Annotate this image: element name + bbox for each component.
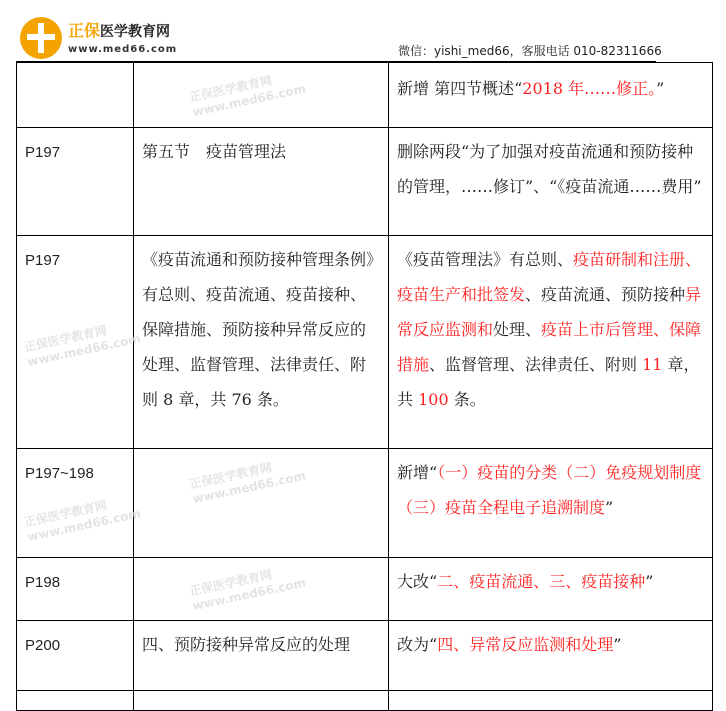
table-row [17,236,713,449]
table-row [17,63,713,128]
original-cell [134,558,389,621]
original-cell [134,128,389,236]
text: 条。 [448,390,486,409]
watermark: 正保医学教育网 www.med66.com [188,73,308,120]
change-cell [389,691,713,711]
original-cell [134,691,389,711]
text: 新增 第四节概述“ [397,79,523,98]
text: 《疫苗管理法》有总则、 [397,250,574,269]
text: 删除两段“为了加强对疫苗流通和预防接种的管理，……修订”、“《疫苗流通……费用” [397,142,702,196]
original-cell [134,621,389,691]
change-cell [389,236,713,449]
watermark: 正保医学教育网 www.med66.com [22,498,142,545]
page-cell [17,691,134,711]
logo-icon [20,17,62,59]
highlighted-text: （一）疫苗的分类（二）免疫规划制度（三）疫苗全程电子追溯制度 [397,463,702,517]
page-cell: P197 [17,236,134,449]
highlighted-text: 11 [642,355,663,374]
table-row [17,128,713,236]
highlighted-text: 疫苗研制和注册、疫苗生产和批签发 [397,250,702,304]
text: 四、预防接种异常反应的处理 [142,635,351,654]
watermark: 正保医学教育网 www.med66.com [22,323,142,370]
brand-rest: 医学教育网 [100,24,171,40]
text: 大改“ [397,572,438,591]
page-cell: P198 [17,558,134,621]
text: ” [645,572,654,591]
highlighted-text: 疫苗上市后管理、保障措施 [397,320,702,374]
text: ” [605,498,614,517]
change-cell [389,449,713,558]
change-cell [389,621,713,691]
change-cell [389,63,713,128]
highlighted-text: 2018 年……修正。 [522,79,657,98]
table-row [17,691,713,711]
highlighted-text: 四、异常反应监测和处理 [437,635,614,654]
table-row [17,558,713,621]
text: 章，共 [397,355,700,409]
brand-name [68,22,170,41]
text: 、监督管理、法律责任、附则 [429,355,643,374]
original-cell [134,236,389,449]
text: 第五节 疫苗管理法 [142,142,287,161]
changes-table [16,62,713,711]
highlighted-text: 二、疫苗流通、三、疫苗接种 [437,572,646,591]
text: 新增“ [397,463,438,482]
page-cell: P197~198 [17,449,134,558]
original-cell [134,63,389,128]
change-cell [389,558,713,621]
page-cell [17,63,134,128]
highlighted-text: 异常反应监测和 [397,285,702,339]
text: ” [656,79,665,98]
text: 《疫苗流通和预防接种管理条例》有总则、疫苗流通、疫苗接种、保障措施、预防接种异常反应的处理、监督管理、法律责任、附则 8 章，共 76 条。 [142,250,375,409]
text: 处理、 [493,320,542,339]
text: 改为“ [397,635,438,654]
watermark: 正保医学教育网 www.med66.com [188,460,308,507]
text: ” [613,635,622,654]
brand-accent: 正保 [68,21,101,40]
change-cell [389,128,713,236]
brand-url: www.med66.com [68,44,178,55]
table-row [17,621,713,691]
table-row [17,449,713,558]
page-cell: P197 [17,128,134,236]
contact-info: 微信：yishi_med66，客服电话 010-82311666 [398,44,662,58]
page-cell: P200 [17,621,134,691]
text: 、疫苗流通、预防接种 [525,285,686,304]
original-cell [134,449,389,558]
watermark: 正保医学教育网 www.med66.com [188,567,308,614]
highlighted-text: 100 [418,390,449,409]
